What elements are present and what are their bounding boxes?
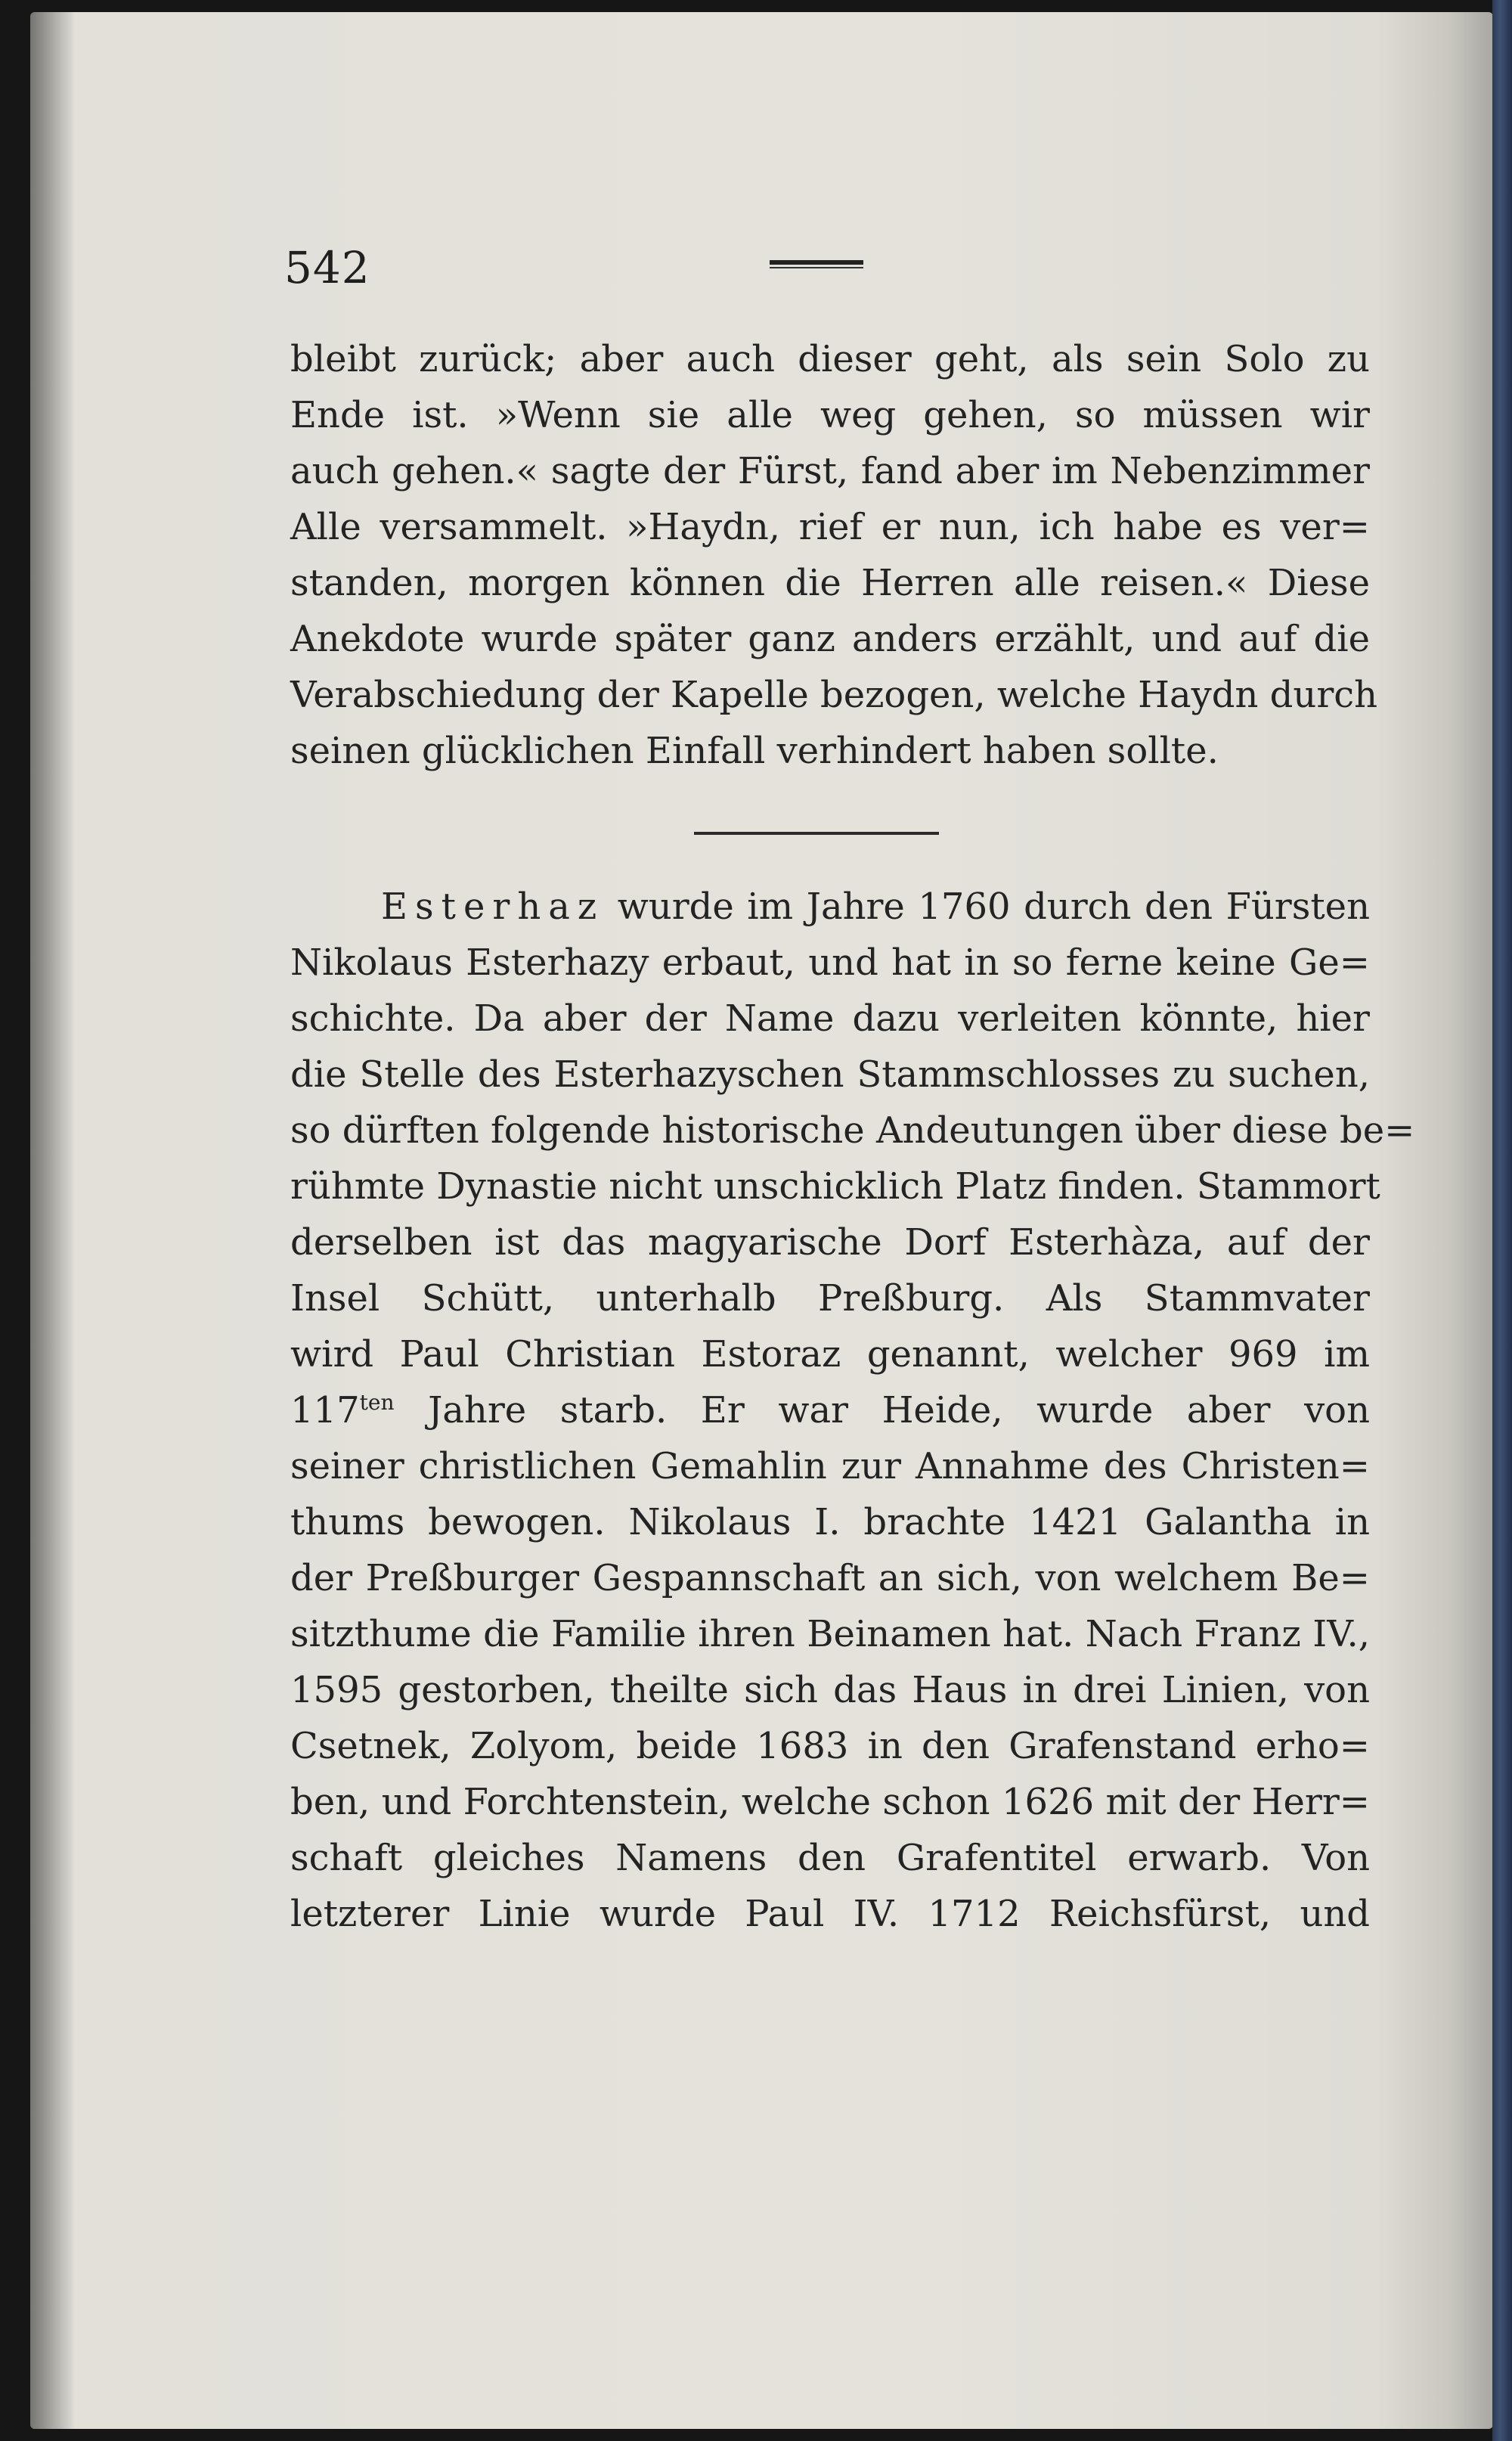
ornament-bar-top bbox=[770, 260, 863, 265]
header-ornament-rule bbox=[770, 260, 863, 269]
text-line: seiner christlichen Gemahlin zur Annahme des Christen= bbox=[290, 1445, 1370, 1487]
text-line: Nikolaus Esterhazy erbaut, und hat in so ferne keine Ge= bbox=[290, 941, 1370, 984]
text-line: Ende ist. »Wenn sie alle weg gehen, so müssen wir bbox=[290, 394, 1370, 436]
spaced-heading-word: Esterhaz bbox=[381, 886, 605, 928]
book-cover-edge bbox=[1492, 0, 1512, 2441]
text-line: standen, morgen können die Herren alle reisen.« Diese bbox=[290, 562, 1370, 604]
text-line: Anekdote wurde später ganz anders erzählt, und auf die bbox=[290, 618, 1370, 660]
text-line: Csetnek, Zolyom, beide 1683 in den Grafenstand erho= bbox=[290, 1725, 1370, 1767]
text-line: thums bewogen. Nikolaus I. brachte 1421 Galantha in bbox=[290, 1501, 1370, 1543]
text-line: bleibt zurück; aber auch dieser geht, als sein Solo zu bbox=[290, 338, 1370, 380]
text-line: letzterer Linie wurde Paul IV. 1712 Reichsfürst, und bbox=[290, 1893, 1370, 1935]
text-line: sitzthume die Familie ihren Beinamen hat. Nach Franz IV., bbox=[290, 1613, 1370, 1655]
paragraph-2 bbox=[290, 879, 1415, 1942]
text-line: schaft gleiches Namens den Grafentitel erwarb. Von bbox=[290, 1837, 1370, 1879]
text-line-rest: Jahre starb. Er war Heide, wurde aber von bbox=[428, 1389, 1370, 1431]
text-line: 1595 gestorben, theilte sich das Haus in drei Linien, von bbox=[290, 1669, 1370, 1711]
text-line: wird Paul Christian Estoraz genannt, welcher 969 im bbox=[290, 1333, 1370, 1376]
text-line: Insel Schütt, unterhalb Preßburg. Als Stammvater bbox=[290, 1277, 1370, 1320]
text-line: rühmte Dynastie nicht unschicklich Platz finden. Stammort bbox=[290, 1165, 1380, 1208]
gutter-shadow bbox=[30, 12, 76, 2429]
text-line: derselben ist das magyarische Dorf Esterhàza, auf der bbox=[290, 1221, 1370, 1264]
ordinal-superscript: ten bbox=[359, 1390, 395, 1415]
paragraph-1 bbox=[290, 331, 1378, 779]
text-line: auch gehen.« sagte der Fürst, fand aber im Nebenzimmer bbox=[290, 450, 1370, 492]
text-line: Alle versammelt. »Haydn, rief er nun, ich habe es ver= bbox=[290, 506, 1370, 548]
text-line-first bbox=[290, 879, 1370, 935]
text-line: so dürften folgende historische Andeutungen über diese be= bbox=[290, 1109, 1415, 1152]
text-line: schichte. Da aber der Name dazu verleiten könnte, hier bbox=[290, 997, 1370, 1040]
text-line-rest: wurde im Jahre 1760 durch den Fürsten bbox=[617, 886, 1370, 928]
text-line: ben, und Forchtenstein, welche schon 1626 mit der Herr= bbox=[290, 1781, 1370, 1823]
text-line: seinen glücklichen Einfall verhindert haben sollte. bbox=[290, 730, 1219, 772]
ordinal-number: 117 bbox=[290, 1389, 360, 1431]
text-line: die Stelle des Esterhazyschen Stammschlosses zu suchen, bbox=[290, 1053, 1370, 1096]
text-line: Verabschiedung der Kapelle bezogen, welche Haydn durch bbox=[290, 674, 1378, 716]
text-line: der Preßburger Gespannschaft an sich, von welchem Be= bbox=[290, 1557, 1370, 1599]
ornament-bar-bottom bbox=[770, 267, 863, 268]
section-divider-rule bbox=[694, 832, 939, 835]
page-number: 542 bbox=[284, 242, 370, 293]
text-line-with-superscript bbox=[290, 1382, 1370, 1438]
